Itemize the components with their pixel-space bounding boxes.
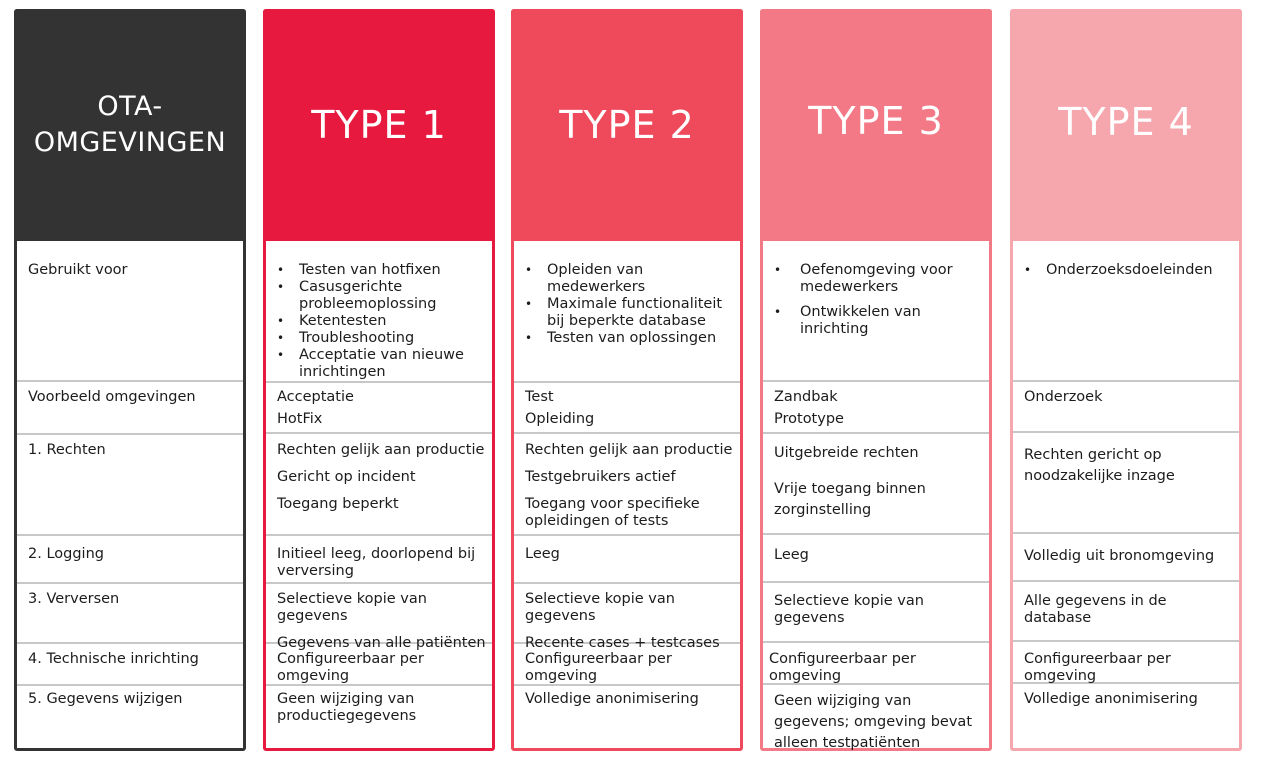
row-divider [763,581,989,583]
cell-line: Rechten gelijk aan productie [277,442,485,458]
cell-line: Gericht op incident [277,469,416,485]
type-2-rechten [525,442,739,530]
row-divider [763,533,989,535]
list-item: • Testen van hotfixen [277,262,491,279]
type-4-rechten: Rechten gericht op noodzakelijke inzage [1024,447,1175,484]
ota-title: OTA- OMGEVINGEN [33,91,227,158]
type-4-gebruikt-voor [1024,262,1238,279]
column-ota-omgevingen [14,9,246,751]
cell-line: Test [525,389,554,405]
row-divider [1013,431,1239,433]
column-header-type-3 [760,9,992,241]
list-item: • Oefenomgeving voor medewerkers [774,262,988,296]
row-divider [17,433,243,435]
row-divider [514,432,740,434]
row-divider [514,381,740,383]
row-divider [1013,580,1239,582]
row-divider [514,534,740,536]
row-label-technisch: 4. Technische inrichting [28,651,199,667]
type-2-gebruikt-voor [525,262,739,347]
list-item: • Testen van oplossingen [525,330,739,347]
type-4-logging: Volledig uit bronomgeving [1024,548,1215,564]
row-label-wijzigen: 5. Gegevens wijzigen [28,691,183,707]
row-label-logging: 2. Logging [28,546,104,562]
column-type-1 [263,9,495,751]
row-divider [17,684,243,686]
type-2-verversen [525,591,739,652]
cell-line: Selectieve kopie van gegevens [525,591,675,624]
column-type-2 [511,9,743,751]
cell-line: Recente cases + testcases [525,635,720,651]
type-3-rechten [774,445,988,521]
list-item: • Opleiden van medewerkers [525,262,739,296]
cell-line: Prototype [774,411,844,427]
cell-line: Vrije toegang binnen zorginstelling [774,481,926,518]
type-2-wijzigen: Volledige anonimisering [525,691,699,707]
cell-line: Toegang voor specifieke opleidingen of tests [525,496,700,529]
cell-line: Acceptatie [277,389,354,405]
type-4-voorbeeld: Onderzoek [1024,389,1103,405]
column-header-type-1 [263,9,495,241]
type-1-voorbeeld [277,389,491,428]
row-divider [17,582,243,584]
row-divider [1013,532,1239,534]
list-item: • Acceptatie van nieuwe inrichtingen [277,347,491,381]
row-divider [17,642,243,644]
column-type-4 [1010,9,1242,751]
type-2-voorbeeld [525,389,739,428]
list-item: • Ketentesten [277,313,491,330]
type-3-technisch: Configureerbaar per omgeving [769,651,916,684]
type-4-technisch: Configureerbaar per omgeving [1024,651,1171,684]
row-divider [17,380,243,382]
cell-line: Opleiding [525,411,595,427]
type-1-title: TYPE 1 [311,103,447,147]
type-1-wijzigen: Geen wijziging van productiegegevens [277,691,417,724]
row-divider [1013,640,1239,642]
type-3-voorbeeld [774,389,988,428]
column-header-type-4 [1010,9,1242,241]
list-item: • Ontwikkelen van inrichting [774,304,988,338]
type-4-wijzigen: Volledige anonimisering [1024,691,1198,707]
row-label-rechten: 1. Rechten [28,442,106,458]
type-3-verversen: Selectieve kopie van gegevens [774,593,924,626]
cell-line: Uitgebreide rechten [774,445,919,461]
row-label-gebruikt-voor: Gebruikt voor [28,262,128,278]
type-1-technisch: Configureerbaar per omgeving [277,651,424,684]
column-type-3 [760,9,992,751]
column-header-ota [14,9,246,241]
cell-line: HotFix [277,411,323,427]
type-1-logging: Initieel leeg, doorlopend bij verversing [277,546,476,579]
type-3-gebruikt-voor [774,262,988,338]
row-divider [266,582,492,584]
row-divider [1013,380,1239,382]
type-2-technisch: Configureerbaar per omgeving [525,651,672,684]
cell-line: Toegang beperkt [277,496,399,512]
row-divider [266,381,492,383]
type-2-logging: Leeg [525,546,560,562]
type-1-rechten [277,442,491,513]
row-divider [763,641,989,643]
type-3-wijzigen: Geen wijziging van gegevens; omgeving bevat alleen testpatiënten [774,693,973,751]
column-header-type-2 [511,9,743,241]
type-3-logging: Leeg [774,547,809,563]
list-item: • Troubleshooting [277,330,491,347]
cell-line: Selectieve kopie van gegevens [277,591,427,624]
row-label-voorbeeld: Voorbeeld omgevingen [28,389,196,405]
type-2-title: TYPE 2 [559,103,695,147]
type-4-title: TYPE 4 [1058,100,1194,144]
type-3-title: TYPE 3 [808,99,944,143]
row-divider [763,432,989,434]
list-item: • Casusgerichte probleemoplossing [277,279,491,313]
cell-line: Zandbak [774,389,838,405]
cell-line: Gegevens van alle patiënten [277,635,486,651]
row-label-verversen: 3. Verversen [28,591,120,607]
row-divider [763,380,989,382]
row-divider [17,534,243,536]
row-divider [266,432,492,434]
cell-line: Testgebruikers actief [525,469,676,485]
row-divider [266,534,492,536]
type-4-verversen: Alle gegevens in de database [1024,593,1167,626]
list-item: • Maximale functionaliteit bij beperkte database [525,296,739,330]
type-1-verversen [277,591,491,652]
row-divider [514,582,740,584]
type-1-gebruikt-voor [277,262,491,381]
cell-line: Rechten gelijk aan productie [525,442,733,458]
list-item: • Onderzoeksdoeleinden [1024,262,1238,279]
